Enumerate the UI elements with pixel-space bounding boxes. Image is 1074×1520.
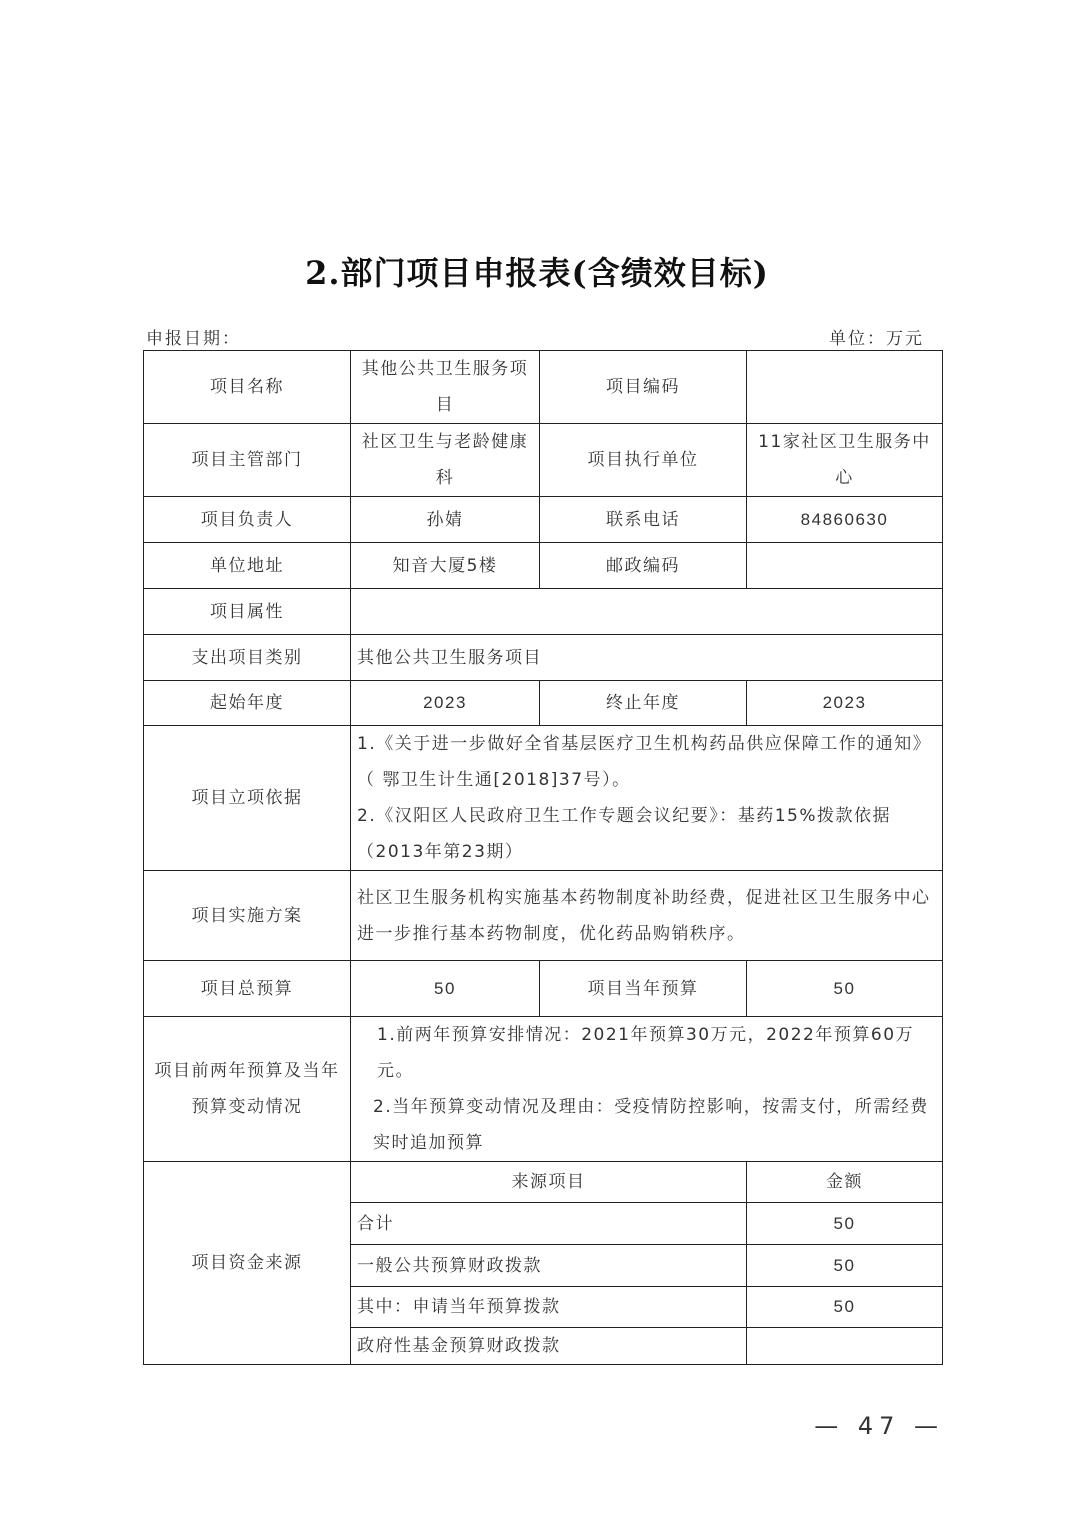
label-history: 项目前两年预算及当年预算变动情况: [144, 1017, 351, 1162]
project-form-table: [143, 350, 943, 1365]
value-total-budget: 50: [351, 961, 540, 1017]
funding-source: 政府性基金预算财政拨款: [351, 1328, 747, 1365]
value-owner: 孙婧: [351, 497, 540, 543]
funding-amount: 50: [747, 1287, 943, 1328]
value-year-budget: 50: [747, 961, 943, 1017]
funding-amount: 50: [747, 1245, 943, 1287]
row-history: [144, 1017, 943, 1162]
declaration-date-label: 申报日期：: [146, 329, 241, 349]
funding-col-amount: 金额: [747, 1162, 943, 1203]
value-end-year: 2023: [747, 681, 943, 726]
funding-source: 一般公共预算财政拨款: [351, 1245, 747, 1287]
label-project-code: 项目编码: [540, 351, 747, 424]
row-project-name: [144, 351, 943, 424]
label-basis: 项目立项依据: [144, 726, 351, 871]
value-phone: 84860630: [747, 497, 943, 543]
label-attr: 项目属性: [144, 589, 351, 635]
label-dept: 项目主管部门: [144, 424, 351, 497]
label-exec-unit: 项目执行单位: [540, 424, 747, 497]
row-dept: [144, 424, 943, 497]
label-phone: 联系电话: [540, 497, 747, 543]
label-total-budget: 项目总预算: [144, 961, 351, 1017]
row-category: [144, 635, 943, 681]
label-end-year: 终止年度: [540, 681, 747, 726]
label-owner: 项目负责人: [144, 497, 351, 543]
row-funding-header: [144, 1162, 943, 1203]
value-attr: [351, 589, 943, 635]
row-address: [144, 543, 943, 589]
funding-amount: 50: [747, 1203, 943, 1245]
history-line-2: 2.当年预算变动情况及理由：受疫情防控影响，按需支付，所需经费实时追加预算: [373, 1097, 929, 1153]
row-basis: [144, 726, 943, 871]
row-years: [144, 681, 943, 726]
basis-line-2: 2.《汉阳区人民政府卫生工作专题会议纪要》：基药15%拨款依据（2013年第23期）: [357, 806, 892, 862]
row-budget: [144, 961, 943, 1017]
row-attr: [144, 589, 943, 635]
label-year-budget: 项目当年预算: [540, 961, 747, 1017]
value-history: [351, 1017, 943, 1162]
value-category: 其他公共卫生服务项目: [351, 635, 943, 681]
funding-source: 合计: [351, 1203, 747, 1245]
plan-text: 社区卫生服务机构实施基本药物制度补助经费，促进社区卫生服务中心进一步推行基本药物制度，优化药品购销秩序。: [357, 887, 931, 944]
label-start-year: 起始年度: [144, 681, 351, 726]
value-address: 知音大厦5楼: [351, 543, 540, 589]
label-funding: 项目资金来源: [144, 1162, 351, 1365]
document-title: 2.部门项目申报表(含绩效目标): [305, 254, 769, 292]
value-project-code: [747, 351, 943, 424]
history-line-1: 1.前两年预算安排情况：2021年预算30万元，2022年预算60万元。: [377, 1025, 915, 1081]
basis-line-1: 1.《关于进一步做好全省基层医疗卫生机构药品供应保障工作的通知》（ 鄂卫生计生通[2018]37号）。: [357, 734, 932, 790]
label-category: 支出项目类别: [144, 635, 351, 681]
value-plan: [351, 871, 943, 961]
value-project-name: 其他公共卫生服务项目: [351, 351, 540, 424]
label-postcode: 邮政编码: [540, 543, 747, 589]
label-project-name: 项目名称: [144, 351, 351, 424]
label-address: 单位地址: [144, 543, 351, 589]
row-owner: [144, 497, 943, 543]
page-number: — 47 —: [814, 1412, 944, 1440]
value-exec-unit: 11家社区卫生服务中心: [747, 424, 943, 497]
row-plan: [144, 871, 943, 961]
value-dept: 社区卫生与老龄健康科: [351, 424, 540, 497]
unit-label: 单位：万元: [829, 329, 924, 349]
funding-source: 其中：申请当年预算拨款: [351, 1287, 747, 1328]
funding-col-source: 来源项目: [351, 1162, 747, 1203]
funding-amount: [747, 1328, 943, 1365]
value-postcode: [747, 543, 943, 589]
value-start-year: 2023: [351, 681, 540, 726]
label-plan: 项目实施方案: [144, 871, 351, 961]
value-basis: [351, 726, 943, 871]
